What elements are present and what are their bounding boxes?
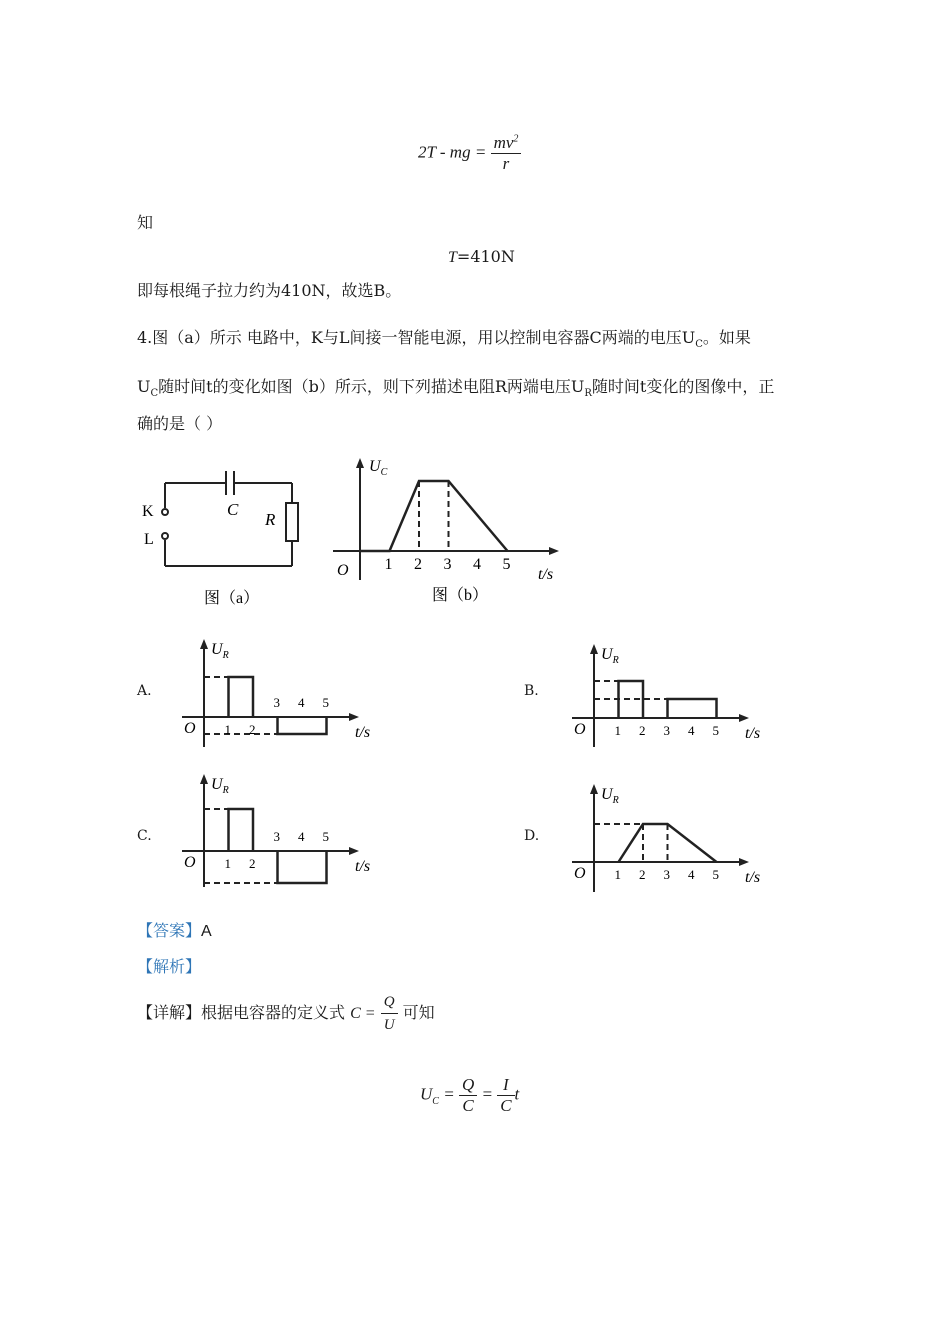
graph-b-series: [360, 481, 508, 551]
label-k: K: [142, 503, 154, 520]
eq1-fraction: [491, 133, 522, 174]
q-line1-text: 4.图（a）所示 电路中，K与L间接一智能电源，用以控制电容器C两端的电压U: [137, 328, 696, 347]
tension-value: =410N: [456, 247, 515, 266]
graph-b-y-arrow: [356, 458, 364, 468]
question-line-3: 确的是（ ）: [137, 414, 223, 433]
opt1-tick-5: 5: [712, 723, 719, 738]
opt0-ylabel-main: U: [211, 641, 223, 658]
terminal-l: [162, 533, 168, 539]
opt3-ylabel: [601, 786, 619, 806]
opt1-ylabel: [601, 646, 619, 666]
terminal-k: [162, 509, 168, 515]
detail-text: 根据电容器的定义式: [201, 1003, 346, 1022]
caption-b: 图（b）: [432, 587, 489, 604]
opt2-y-arrow: [200, 774, 208, 784]
equation-uc: [420, 1075, 519, 1116]
eqf-n2: I: [497, 1075, 514, 1096]
opt1-ylabel-sub: R: [612, 655, 619, 666]
detail-den: U: [383, 1017, 395, 1033]
question-line-1: [137, 327, 751, 356]
answer-line: [137, 920, 212, 943]
opt3-ylabel-sub: R: [612, 795, 619, 806]
option-c-graph[interactable]: [172, 765, 397, 895]
opt0-origin: O: [184, 720, 196, 737]
opt2-ylabel: [211, 776, 229, 796]
graph-b-tick-3: 3: [443, 556, 452, 573]
opt1-tick-3: 3: [663, 723, 670, 738]
graph-b-tick-1: 1: [384, 556, 393, 573]
eq1-denominator: r: [502, 154, 510, 173]
opt2-ylabel-sub: R: [222, 785, 229, 796]
eq1-numerator: [491, 133, 522, 154]
question-line-2: [137, 376, 774, 405]
answer-tag: 【答案】: [137, 921, 202, 940]
label-r: R: [265, 510, 276, 529]
opt0-solid-0: [229, 677, 254, 717]
q-line2-sub: C: [150, 388, 159, 400]
eq1-lhs: 2T - mg =: [418, 142, 487, 162]
resistor: [286, 503, 298, 541]
eq1-num-sup: 2: [513, 133, 519, 145]
graph-b-xlabel: t/s: [538, 566, 554, 583]
graph-b-tick-4: 4: [473, 556, 481, 573]
option-d-label[interactable]: D.: [524, 828, 540, 844]
equation-tension-centripetal: [418, 133, 521, 174]
opt3-tick-2: 2: [639, 867, 646, 882]
caption-a: 图（a）: [204, 590, 260, 607]
opt1-solid-1: [668, 699, 717, 718]
graph-b-ylabel-main: U: [369, 458, 381, 475]
option-d-graph[interactable]: [562, 775, 787, 895]
eqf-d1: C: [462, 1096, 474, 1115]
q-line1-sub: C: [695, 339, 703, 351]
opt3-x-arrow: [739, 858, 749, 866]
eqf-tail: t: [514, 1084, 520, 1104]
opt3-tick-4: 4: [688, 867, 695, 882]
opt0-ylabel-sub: R: [222, 650, 229, 661]
opt3-ylabel-main: U: [601, 786, 613, 803]
eqf-n1: Q: [459, 1075, 477, 1096]
eqf-lhs: U: [420, 1084, 433, 1104]
eqf-eq2: =: [481, 1084, 493, 1104]
graph-b: [325, 448, 575, 608]
eqf-eq1: =: [443, 1084, 455, 1104]
opt1-tick-2: 2: [639, 723, 646, 738]
opt3-tick-1: 1: [614, 867, 621, 882]
opt1-y-arrow: [590, 644, 598, 654]
opt2-x-arrow: [349, 847, 359, 855]
graph-b-tick-5: 5: [502, 556, 511, 573]
detail-fraction: [381, 991, 398, 1036]
opt1-origin: O: [574, 721, 586, 738]
circuit-diagram: [130, 455, 330, 615]
q-line2-c: 随时间t变化的图像中，正: [591, 377, 775, 396]
opt0-tick-5: 5: [322, 695, 329, 710]
opt2-tick-2: 2: [249, 856, 256, 871]
graph-b-tick-2: 2: [414, 556, 422, 573]
detail-num: Q: [381, 991, 398, 1014]
opt0-ylabel: [211, 641, 229, 661]
graph-b-tick-labels: [385, 556, 511, 573]
opt3-origin: O: [574, 865, 586, 882]
opt3-tick-3: 3: [663, 867, 670, 882]
eqf-frac2: [497, 1075, 514, 1116]
opt1-xlabel: t/s: [745, 725, 761, 742]
opt0-x-arrow: [349, 713, 359, 721]
eqf-d2: C: [500, 1096, 512, 1115]
opt2-tick-3: 3: [273, 829, 280, 844]
graph-b-ylabel: [369, 458, 388, 478]
eqf-frac1: [459, 1075, 477, 1116]
graph-b-x-arrow: [549, 547, 559, 555]
detail-after: 可知: [402, 1003, 435, 1022]
detail-tag: 【详解】: [137, 1003, 202, 1022]
opt3-xlabel: t/s: [745, 869, 761, 886]
opt0-solid-1: [278, 717, 327, 734]
opt2-xlabel: t/s: [355, 858, 371, 875]
option-a-graph[interactable]: [172, 630, 397, 755]
opt2-tick-4: 4: [298, 829, 305, 844]
opt1-ylabel-main: U: [601, 646, 613, 663]
opt2-tick-5: 5: [322, 829, 329, 844]
opt0-tick-3: 3: [273, 695, 280, 710]
opt0-tick-4: 4: [298, 695, 305, 710]
q-line2-a: U: [137, 377, 151, 396]
conclusion-text: 即每根绳子拉力约为410N，故选B。: [137, 281, 402, 300]
label-c: C: [227, 500, 239, 519]
analysis-tag: 【解析】: [137, 957, 202, 976]
opt1-x-arrow: [739, 714, 749, 722]
label-l: L: [144, 531, 154, 548]
opt1-tick-1: 1: [614, 723, 621, 738]
eqf-lhs-sub: C: [432, 1095, 439, 1107]
q-line1-end: 。如果: [702, 328, 751, 347]
opt2-tick-1: 1: [224, 856, 231, 871]
opt1-tick-4: 4: [688, 723, 695, 738]
opt2-solid-1: [278, 851, 327, 883]
opt0-tick-1: 1: [224, 722, 231, 737]
opt3-y-arrow: [590, 784, 598, 794]
opt0-tick-2: 2: [249, 722, 256, 737]
opt3-tick-5: 5: [712, 867, 719, 882]
opt0-y-arrow: [200, 639, 208, 649]
tension-var: T: [448, 249, 457, 266]
opt2-ylabel-main: U: [211, 776, 223, 793]
eq1-num-text: mv: [493, 133, 514, 152]
option-a-label[interactable]: A.: [137, 683, 152, 699]
graph-b-ylabel-sub: C: [380, 467, 388, 478]
tension-result: [448, 246, 515, 269]
opt2-origin: O: [184, 854, 196, 871]
detail-line: [137, 991, 435, 1036]
answer-value: A: [201, 923, 212, 940]
opt2-solid-0: [229, 809, 254, 851]
text-zhi: 知: [137, 213, 154, 232]
option-b-label[interactable]: B.: [524, 683, 539, 699]
detail-frac-lhs: C =: [350, 1005, 376, 1022]
option-b-graph[interactable]: [562, 635, 787, 750]
opt0-xlabel: t/s: [355, 724, 371, 741]
q-line2-sub2: R: [584, 388, 592, 400]
graph-b-origin: O: [337, 562, 349, 579]
q-line2-b: 随时间t的变化如图（b）所示，则下列描述电阻R两端电压U: [158, 377, 585, 396]
option-c-label[interactable]: C.: [137, 828, 152, 844]
